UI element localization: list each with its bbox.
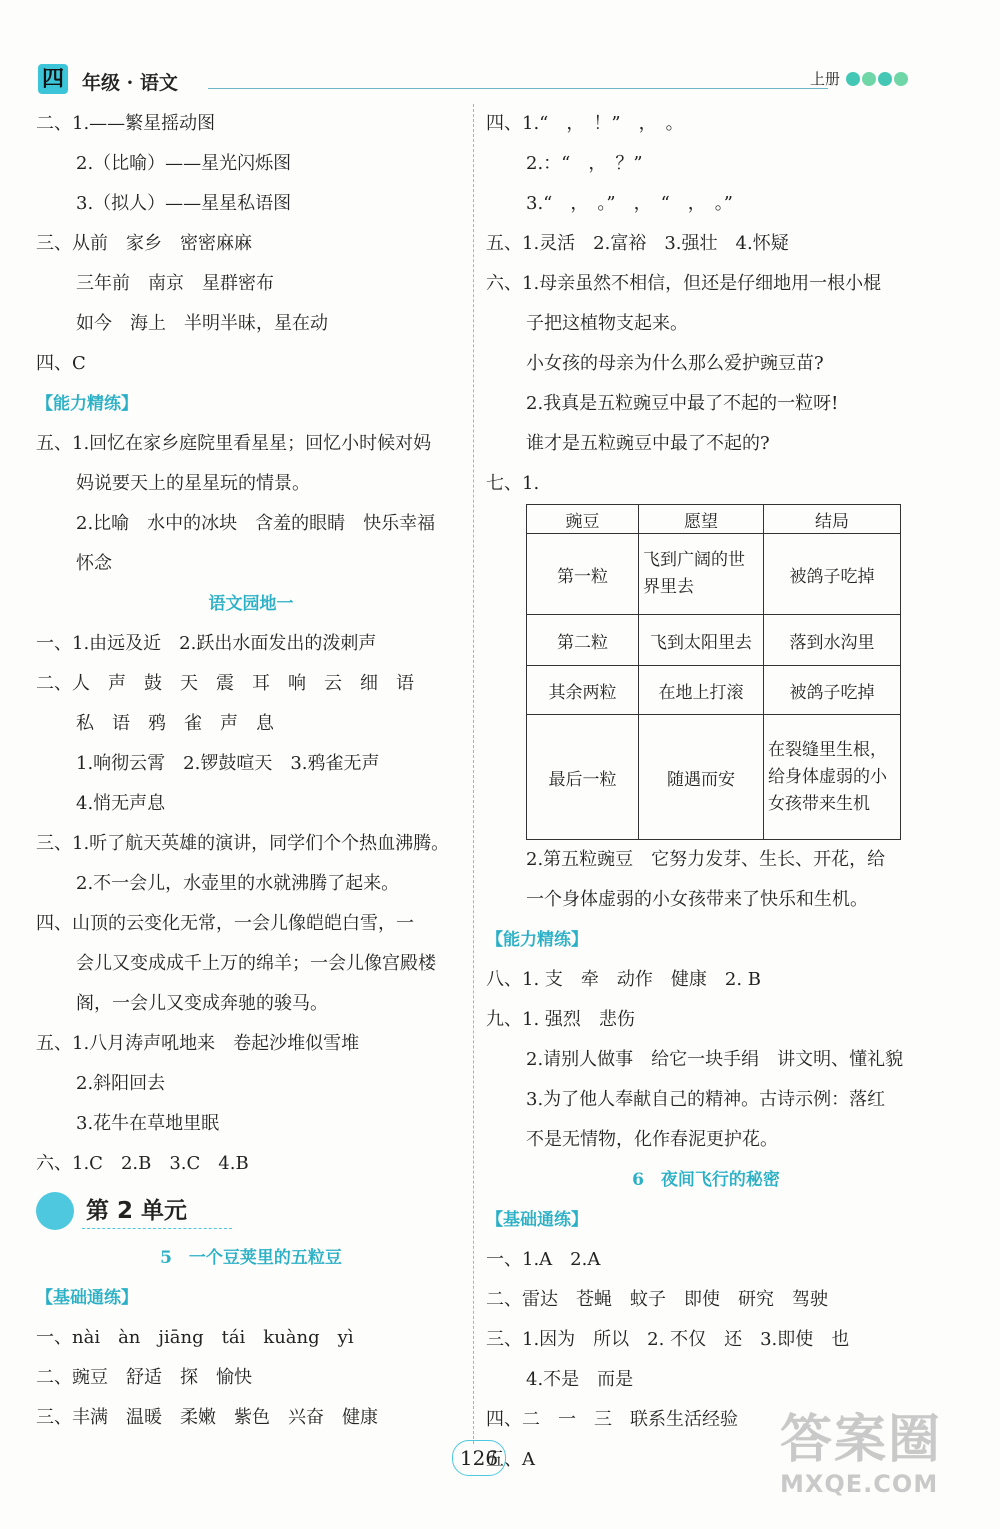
answer-line: 阁，一会儿又变成奔驰的骏马。	[76, 993, 328, 1014]
dot-icon	[878, 72, 892, 86]
section-tag: 【能力精练】	[486, 930, 588, 950]
page-number: 126	[452, 1440, 506, 1476]
section-title: 语文园地一	[208, 594, 294, 614]
answer-line: 4.悄无声息	[76, 793, 166, 814]
answer-line: 一、nài àn jiāng tái kuàng yì	[36, 1327, 354, 1348]
table-row	[527, 715, 901, 840]
table-cell: 被鸽子吃掉	[764, 534, 901, 615]
subject-label: 年级 · 语文	[82, 72, 178, 94]
table-cell: 被鸽子吃掉	[764, 666, 901, 715]
watermark	[780, 1410, 980, 1520]
table-cell: 随遇而安	[639, 715, 764, 840]
header-rule	[208, 88, 828, 89]
answer-line: 会儿又变成成千上万的绵羊；一会儿像宫殿楼	[76, 953, 436, 974]
table-cell: 其余两粒	[527, 666, 639, 715]
answer-line: 二、人 声 鼓 天 震 耳 响 云 细 语	[36, 673, 414, 694]
table-header-row	[527, 505, 901, 534]
table-row	[527, 615, 901, 666]
answer-line: 2.不一会儿，水壶里的水就沸腾了起来。	[76, 873, 400, 894]
answer-line: 四、1.“ ， ！” ， 。	[486, 113, 684, 134]
section-tag: 【基础通练】	[486, 1210, 588, 1230]
answer-line: 八、1. 支 牵 动作 健康 2. B	[486, 969, 762, 990]
table-row	[527, 666, 901, 715]
answer-line: 一个身体虚弱的小女孩带来了快乐和生机。	[526, 889, 868, 910]
unit-heading	[36, 1188, 466, 1236]
answer-line: 谁才是五粒豌豆中最了不起的?	[526, 433, 770, 454]
answer-line: 五、1.回忆在家乡庭院里看星星；回忆小时候对妈	[36, 433, 432, 454]
table-header: 愿望	[639, 505, 764, 534]
answer-line: 2.比喻 水中的冰块 含羞的眼睛 快乐幸福	[76, 513, 436, 534]
answer-line: 一、1.由远及近 2.跃出水面发出的泼刺声	[36, 633, 377, 654]
answer-line: 子把这植物支起来。	[526, 313, 688, 334]
table-cell: 在裂缝里生根，给身体虚弱的小女孩带来生机	[764, 715, 901, 840]
answer-line: 三年前 南京 星群密布	[76, 273, 274, 294]
section-tag: 【能力精练】	[36, 394, 138, 414]
table-cell: 飞到广阔的世界里去	[639, 534, 764, 615]
table-row	[527, 534, 901, 615]
answer-line: 3.（拟人）——星星私语图	[76, 193, 292, 214]
answer-line: 四、C	[36, 353, 86, 374]
answer-line: 2.（比喻）——星光闪烁图	[76, 153, 292, 174]
answer-line: 二、1.——繁星摇动图	[36, 113, 216, 134]
answer-line: 妈说要天上的星星玩的情景。	[76, 473, 310, 494]
answer-line: 三、1.听了航天英雄的演讲，同学们个个热血沸腾。	[36, 833, 450, 854]
page-header	[38, 60, 918, 100]
answer-line: 五、A	[486, 1449, 535, 1470]
table-cell: 第一粒	[527, 534, 639, 615]
answer-line: 私 语 鸦 雀 声 息	[76, 713, 274, 734]
answer-line: 2.第五粒豌豆 它努力发芽、生长、开花，给	[526, 849, 886, 870]
section-tag: 【基础通练】	[36, 1288, 138, 1308]
grade-badge: 四	[38, 64, 68, 94]
table-header: 豌豆	[527, 505, 639, 534]
left-column	[36, 104, 466, 1438]
volume-label: 上册	[810, 70, 841, 88]
column-divider	[473, 104, 474, 1444]
answer-line: 2.：“ ， ？”	[526, 153, 643, 174]
answer-line: 4.不是 而是	[526, 1369, 634, 1390]
answer-line: 三、从前 家乡 密密麻麻	[36, 233, 252, 254]
unit-circle-icon	[36, 1192, 74, 1230]
answer-line: 五、1.八月涛声吼地来 卷起沙堆似雪堆	[36, 1033, 360, 1054]
answer-line: 三、1.因为 所以 2. 不仅 还 3.即使 也	[486, 1329, 850, 1350]
answer-line: 如今 海上 半明半昧，星在动	[76, 313, 328, 334]
answer-line: 怀念	[76, 553, 112, 574]
table-cell: 第二粒	[527, 615, 639, 666]
answer-line: 六、1.母亲虽然不相信，但还是仔细地用一根小棍	[486, 273, 882, 294]
watermark-logo: 答案圈	[780, 1410, 943, 1470]
answer-line: 2.我真是五粒豌豆中最了不起的一粒呀!	[526, 393, 839, 414]
answer-line: 九、1. 强烈 悲伤	[486, 1009, 635, 1030]
answer-line: 3.花牛在草地里眠	[76, 1113, 220, 1134]
dot-icon	[846, 72, 860, 86]
table-header: 结局	[764, 505, 901, 534]
answer-line: 一、1.A 2.A	[486, 1249, 601, 1270]
answer-line: 2.斜阳回去	[76, 1073, 166, 1094]
answer-line: 小女孩的母亲为什么那么爱护豌豆苗?	[526, 353, 824, 374]
answer-line: 3.为了他人奉献自己的精神。古诗示例：落红	[526, 1089, 886, 1110]
answer-line: 六、1.C 2.B 3.C 4.B	[36, 1153, 249, 1174]
table-cell: 飞到太阳里去	[639, 615, 764, 666]
table-cell: 落到水沟里	[764, 615, 901, 666]
lesson-title: 5 一个豆荚里的五粒豆	[160, 1248, 342, 1268]
answer-line: 二、豌豆 舒适 探 愉快	[36, 1367, 252, 1388]
unit-underline	[82, 1228, 232, 1229]
answer-line: 四、山顶的云变化无常，一会儿像皑皑白雪，一	[36, 913, 414, 934]
dot-icon	[862, 72, 876, 86]
dot-icon	[894, 72, 908, 86]
answer-line: 3.“ ， 。” ， “ ， 。”	[526, 193, 733, 214]
watermark-url: MXQE.COM	[780, 1470, 939, 1498]
answer-line: 五、1.灵活 2.富裕 3.强壮 4.怀疑	[486, 233, 789, 254]
answer-line: 二、雷达 苍蝇 蚊子 即使 研究 驾驶	[486, 1289, 828, 1310]
table-cell: 最后一粒	[527, 715, 639, 840]
lesson-title: 6 夜间飞行的秘密	[632, 1170, 780, 1190]
answer-line: 不是无情物，化作春泥更护花。	[526, 1129, 778, 1150]
answer-line: 四、二 一 三 联系生活经验	[486, 1409, 738, 1430]
decorative-dots	[846, 72, 908, 86]
answer-line: 七、1.	[486, 473, 540, 494]
answer-line: 三、丰满 温暖 柔嫩 紫色 兴奋 健康	[36, 1407, 378, 1428]
answer-line: 1.响彻云霄 2.锣鼓喧天 3.鸦雀无声	[76, 753, 380, 774]
right-column	[486, 104, 926, 1480]
answer-line: 2.请别人做事 给它一块手绢 讲文明、懂礼貌	[526, 1049, 904, 1070]
table-cell: 在地上打滚	[639, 666, 764, 715]
unit-title: 第 2 单元	[86, 1198, 188, 1224]
pea-table	[526, 504, 901, 840]
